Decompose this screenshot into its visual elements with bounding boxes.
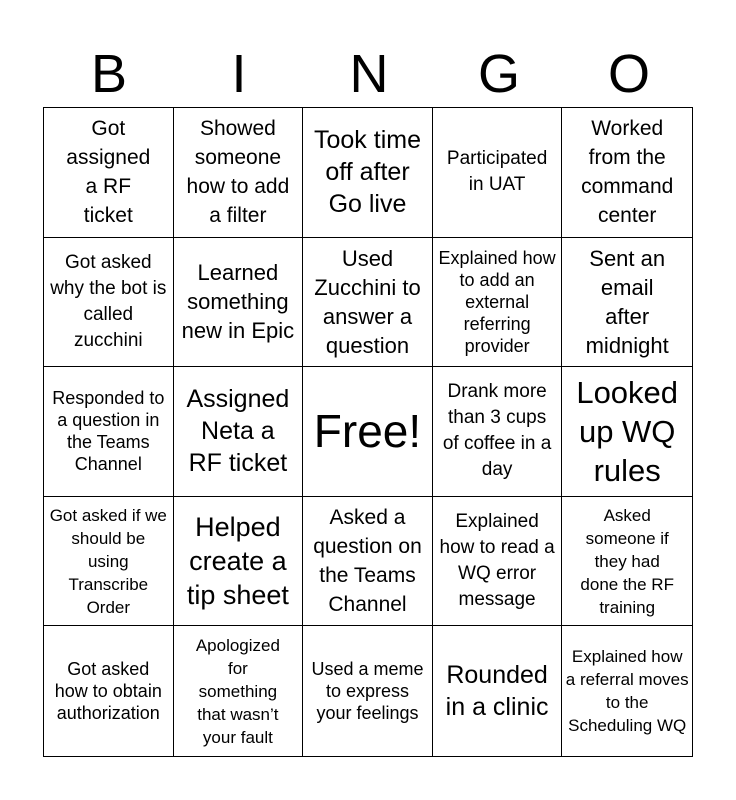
bingo-cell[interactable] <box>174 497 304 627</box>
cell-text: Got asked if we should be using Transcribe Order <box>49 505 167 617</box>
bingo-grid <box>43 107 693 757</box>
cell-text: Responded to a question in the Teams Channel <box>52 388 165 475</box>
cell-text: Apologized for something that wasn’t your fault <box>195 635 280 747</box>
header-letter-n: N <box>349 44 389 104</box>
bingo-cell[interactable] <box>303 108 433 238</box>
cell-text: Worked from the command center <box>581 117 674 228</box>
cell-text: Explained how a referral moves to the Scheduling WQ <box>565 647 689 736</box>
bingo-cell[interactable] <box>433 626 563 756</box>
bingo-cell[interactable] <box>174 626 304 756</box>
bingo-cell[interactable] <box>562 626 692 756</box>
cell-text: Got asked why the bot is called zucchini <box>50 251 167 351</box>
bingo-cell[interactable] <box>562 108 692 238</box>
header-letter-i: I <box>231 44 247 104</box>
header-letter-g: G <box>477 44 520 104</box>
bingo-cell[interactable] <box>433 497 563 627</box>
cell-text: Asked a question on the Teams Channel <box>313 506 422 617</box>
cell-text: Helped create a tip sheet <box>186 512 289 611</box>
bingo-cell[interactable] <box>303 497 433 627</box>
bingo-header <box>44 40 694 108</box>
cell-text: Sent an email after midnight <box>585 245 669 358</box>
bingo-cell[interactable] <box>562 238 692 368</box>
bingo-cell[interactable] <box>303 626 433 756</box>
cell-text: Participated in UAT <box>446 148 548 196</box>
header-letter-o: O <box>607 44 650 104</box>
cell-text: Got asked how to obtain authorization <box>54 659 162 724</box>
bingo-cell[interactable] <box>433 108 563 238</box>
cell-text: Showed someone how to add a filter <box>186 117 290 228</box>
bingo-cell[interactable] <box>562 367 692 497</box>
cell-text: Free! <box>313 405 422 458</box>
cell-text: Took time off after Go live <box>314 126 421 219</box>
header-letter-b: B <box>90 44 128 104</box>
bingo-cell[interactable] <box>44 108 174 238</box>
cell-text: Explained how to add an external referring provider <box>438 247 556 356</box>
bingo-cell[interactable] <box>44 238 174 368</box>
bingo-cell[interactable] <box>174 238 304 368</box>
cell-text: Looked up WQ rules <box>576 374 679 488</box>
cell-text: Explained how to read a WQ error message <box>439 511 555 611</box>
bingo-cell[interactable] <box>433 367 563 497</box>
bingo-cell[interactable] <box>44 497 174 627</box>
bingo-cell[interactable] <box>174 367 304 497</box>
cell-text: Used a meme to express your feelings <box>311 659 424 724</box>
bingo-cell[interactable] <box>44 367 174 497</box>
cell-text: Got assigned a RF ticket <box>66 117 151 228</box>
bingo-cell[interactable] <box>433 238 563 368</box>
cell-text: Rounded in a clinic <box>445 661 549 722</box>
cell-text: Asked someone if they had done the RF training <box>580 505 674 617</box>
cell-text: Assigned Neta a RF ticket <box>186 385 290 478</box>
cell-text: Used Zucchini to answer a question <box>314 245 421 358</box>
bingo-cell[interactable] <box>44 626 174 756</box>
bingo-cell[interactable] <box>174 108 304 238</box>
bingo-cell-free[interactable] <box>303 367 433 497</box>
cell-text: Drank more than 3 cups of coffee in a day <box>442 381 552 481</box>
bingo-cell[interactable] <box>303 238 433 368</box>
bingo-cell[interactable] <box>562 497 692 627</box>
cell-text: Learned something new in Epic <box>181 260 295 344</box>
